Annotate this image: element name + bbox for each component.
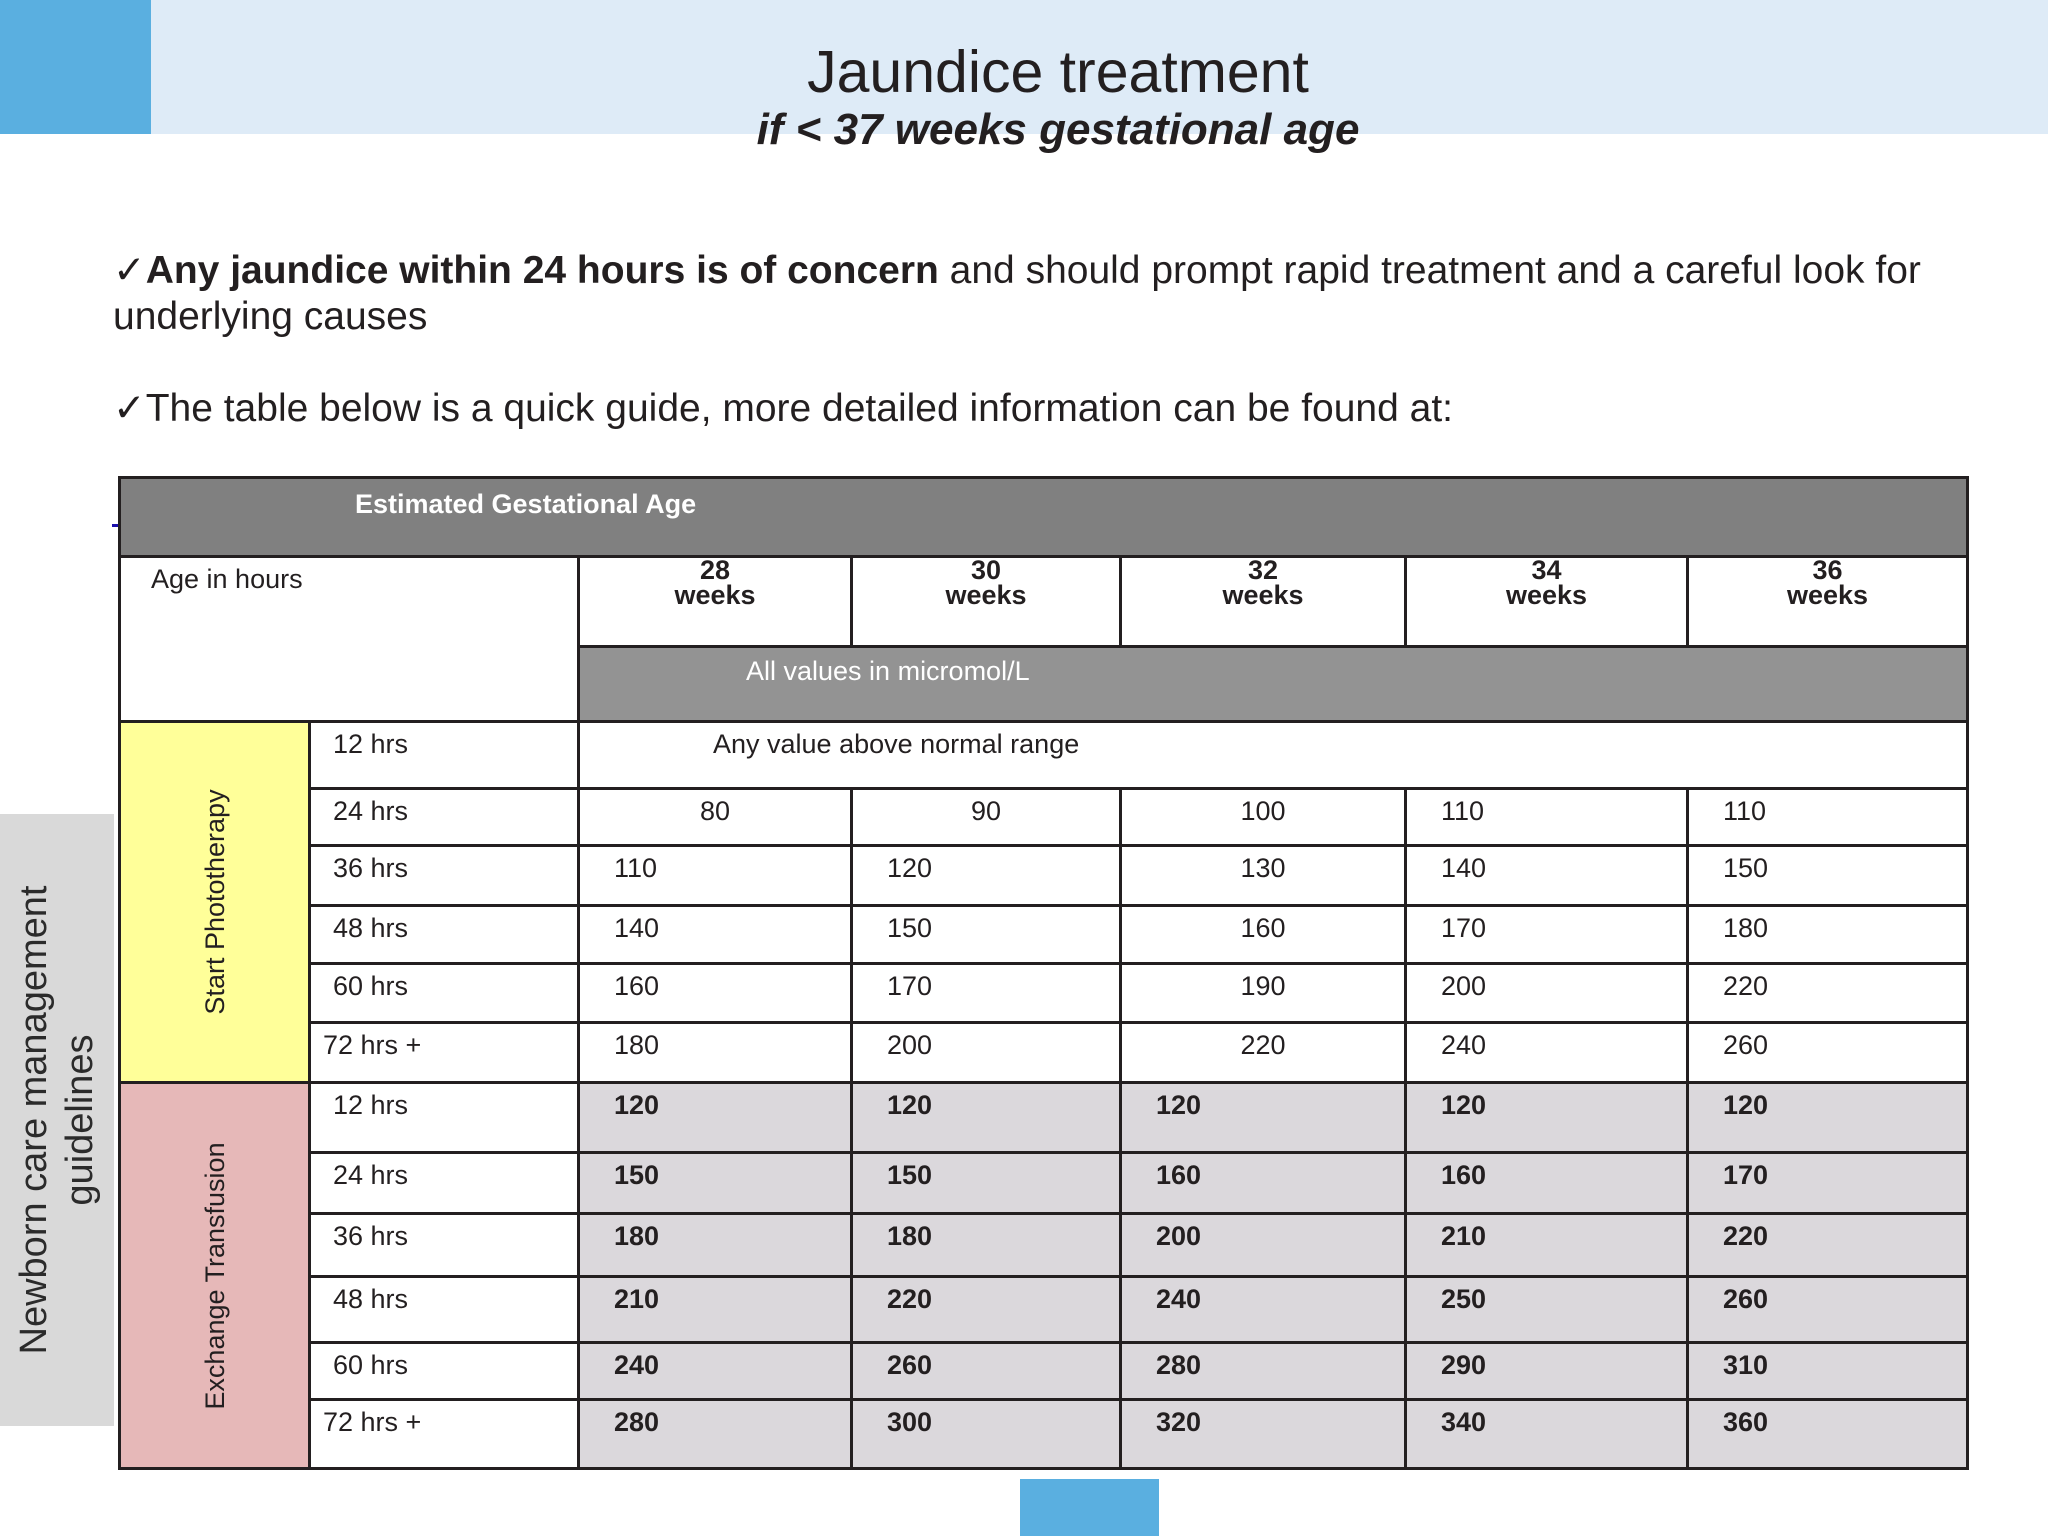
value-cell: 260	[1688, 1023, 1968, 1083]
exchange-label: Exchange Transfusion	[199, 1141, 230, 1410]
value-cell: 300	[852, 1400, 1121, 1469]
table-row	[120, 1083, 1968, 1153]
value-cell: 210	[579, 1277, 852, 1343]
value-cell: 220	[1688, 964, 1968, 1023]
table-row	[120, 846, 1968, 906]
value-cell: 220	[852, 1277, 1121, 1343]
bottom-accent-tab	[1020, 1479, 1159, 1536]
bullet-concern-text: and should prompt rapid treatment and a careful look for underlying causes	[113, 249, 1921, 338]
table-row	[120, 1343, 1968, 1400]
hours-cell: 24 hrs	[310, 1153, 579, 1214]
checkmark-icon: ✓	[113, 387, 146, 430]
value-cell: 110	[579, 846, 852, 906]
value-cell: 320	[1121, 1400, 1406, 1469]
value-cell: 250	[1406, 1277, 1688, 1343]
hours-cell: 36 hrs	[310, 846, 579, 906]
hours-cell: 60 hrs	[310, 1343, 579, 1400]
value-cell: 260	[852, 1343, 1121, 1400]
table-row	[120, 789, 1968, 846]
page-subtitle: if < 37 weeks gestational age	[756, 105, 1360, 154]
value-cell: 120	[852, 1083, 1121, 1153]
value-cell: 210	[1406, 1214, 1688, 1277]
hours-cell: 72 hrs +	[310, 1400, 579, 1469]
value-cell: 280	[579, 1400, 852, 1469]
value-cell: 110	[1688, 789, 1968, 846]
value-cell: 120	[1121, 1083, 1406, 1153]
value-cell: 220	[1688, 1214, 1968, 1277]
value-cell: 310	[1688, 1343, 1968, 1400]
value-cell: 200	[1406, 964, 1688, 1023]
value-cell: 160	[1121, 906, 1406, 964]
value-cell: 190	[1121, 964, 1406, 1023]
value-cell: 130	[1121, 846, 1406, 906]
value-cell: 150	[852, 906, 1121, 964]
side-label: Newborn care management guidelines	[13, 885, 101, 1355]
value-cell: 140	[579, 906, 852, 964]
bullet-concern-bold: Any jaundice within 24 hours is of concern	[145, 249, 939, 292]
page-title: Jaundice treatment	[807, 39, 1309, 105]
week-header: 32 weeks	[1121, 557, 1406, 647]
value-cell: 180	[579, 1023, 852, 1083]
value-cell: 140	[1406, 846, 1688, 906]
week-header: 36 weeks	[1688, 557, 1968, 647]
table-row	[120, 1400, 1968, 1469]
hours-cell: 48 hrs	[310, 1277, 579, 1343]
value-cell: 80	[579, 789, 852, 846]
hours-cell: 48 hrs	[310, 906, 579, 964]
hours-cell: 36 hrs	[310, 1214, 579, 1277]
value-cell: 180	[579, 1214, 852, 1277]
age-in-hours-label: Age in hours	[120, 557, 579, 722]
value-cell: 150	[1688, 846, 1968, 906]
value-cell: 120	[1406, 1083, 1688, 1153]
table-row	[120, 1277, 1968, 1343]
hours-cell: 12 hrs	[310, 1083, 579, 1153]
table-row	[120, 722, 1968, 789]
value-cell: 240	[1406, 1023, 1688, 1083]
value-cell: 360	[1688, 1400, 1968, 1469]
units-note: All values in micromol/L	[579, 647, 1968, 722]
value-cell: 100	[1121, 789, 1406, 846]
week-header: 30 weeks	[852, 557, 1121, 647]
table-header: Estimated Gestational Age	[120, 478, 1968, 557]
value-cell: 120	[579, 1083, 852, 1153]
value-cell: 120	[852, 846, 1121, 906]
table-row	[120, 906, 1968, 964]
value-cell: 170	[852, 964, 1121, 1023]
table-row	[120, 1153, 1968, 1214]
value-cell: 160	[1121, 1153, 1406, 1214]
value-cell: 110	[1406, 789, 1688, 846]
value-cell: 180	[852, 1214, 1121, 1277]
hours-cell: 72 hrs +	[310, 1023, 579, 1083]
hours-cell: 12 hrs	[310, 722, 579, 789]
value-cell: 90	[852, 789, 1121, 846]
week-header: 28 weeks	[579, 557, 852, 647]
exchange-group	[120, 1083, 310, 1469]
table-row	[120, 1023, 1968, 1083]
table-row	[120, 1214, 1968, 1277]
phototherapy-label: Start Phototherapy	[199, 789, 230, 1015]
value-cell: 180	[1688, 906, 1968, 964]
value-cell: 290	[1406, 1343, 1688, 1400]
value-cell: 240	[579, 1343, 852, 1400]
checkmark-icon: ✓	[113, 249, 146, 292]
value-cell: 150	[579, 1153, 852, 1214]
value-cell: 160	[1406, 1153, 1688, 1214]
value-cell: 280	[1121, 1343, 1406, 1400]
value-cell: 150	[852, 1153, 1121, 1214]
value-cell: 260	[1688, 1277, 1968, 1343]
bullet-concern	[113, 248, 1993, 340]
value-cell: 340	[1406, 1400, 1688, 1469]
value-cell: 220	[1121, 1023, 1406, 1083]
value-cell: 120	[1688, 1083, 1968, 1153]
bullet-quick-guide	[113, 386, 1993, 432]
phototherapy-group	[120, 722, 310, 1083]
value-cell: 240	[1121, 1277, 1406, 1343]
value-cell: 170	[1688, 1153, 1968, 1214]
hours-cell: 60 hrs	[310, 964, 579, 1023]
bullet-quick-guide-text: The table below is a quick guide, more detailed information can be found at:	[145, 387, 1453, 430]
jaundice-table	[118, 476, 1969, 1470]
value-cell: 160	[579, 964, 852, 1023]
any-value-note: Any value above normal range	[579, 722, 1968, 789]
value-cell: 200	[852, 1023, 1121, 1083]
value-cell: 200	[1121, 1214, 1406, 1277]
value-cell: 170	[1406, 906, 1688, 964]
table-row	[120, 964, 1968, 1023]
week-header: 34 weeks	[1406, 557, 1688, 647]
hours-cell: 24 hrs	[310, 789, 579, 846]
